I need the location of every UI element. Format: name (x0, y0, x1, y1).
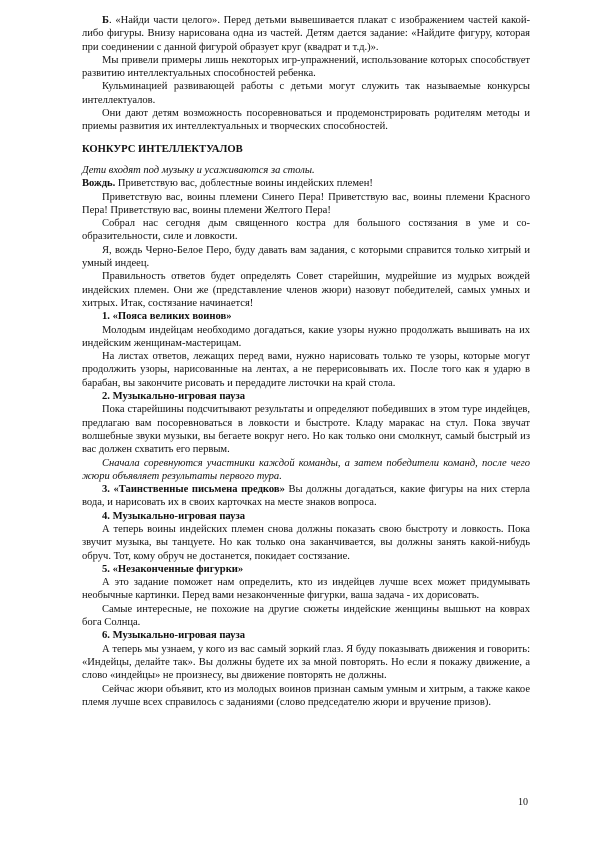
stage-direction: Дети входят под музыку и усаживаются за столы. (82, 164, 315, 176)
paragraph-examples: Мы привели примеры лишь некоторых игр-упражнений, использование которых способствует развитию интеллектуальных способностей ребенка. (82, 54, 530, 80)
task-3-text: Вы должны догадаться, какие фигуры на них стерла вода, и нарисовать их в своих карточках на месте знаков вопроса. (82, 484, 530, 509)
paragraph-culmination: Кульминацией развивающей работы с детьми могут служить так называемые конкурсы интеллектуалов. (82, 81, 530, 106)
speaker-label: Вождь. (82, 178, 116, 190)
page-number: 10 (518, 797, 528, 808)
item-text: . «Найди части целого». Перед детьми вывешивается плакат с изображением частей какой-либо фигуры. Внизу нарисована одна из частей. Детям дается задание: «Найдите фигуру, которая при соединении с данной фигурой образует круг (квадрат и т.д.)». (82, 15, 530, 53)
task-6-text: А теперь мы узнаем, у кого из вас самый зоркий глаз. Я буду показывать движения и говорить: «Индейцы, делайте так». Вы должны будете их за мной повторять. Но если я покажу движение, а слово «индейцы» не произнесу, вы движение повторять не должны. (82, 643, 530, 682)
closing-paragraph: Сейчас жюри объявит, кто из молодых воинов признан самым умным и хитрым, а также какое племя лучше всех справилось с заданиями (слово председателю жюри и вручение призов). (82, 683, 530, 708)
task-2-title: 2. Музыкально-игровая пауза (102, 391, 246, 403)
paragraph-greet-tribes: Приветствую вас, воины племени Синего Пера! Приветствую вас, воины племени Красного Пера! Приветствую вас, воины племени Желтого Пера! (82, 191, 530, 216)
task-1-instructions: На листах ответов, лежащих перед вами, нужно нарисовать только те узоры, которые могут продолжить узоры, нарисованные на лентах, а не перерисовывать их. После того как я ударю в барабан, вы закончите рисовать и передадите листочки на край стола. (82, 351, 530, 389)
task-5-note: Самые интересные, не похожие на другие сюжеты индейские женщины вышьют на коврах бога Солнца. (82, 603, 530, 629)
paragraph-council: Правильность ответов будет определять Совет старейшин, мудрейшие из мудрых вождей индейских племен. Они же (представление членов жюри) назовут победителей, самых умных и хитрых. Итак, состязание начинается! (82, 271, 530, 309)
task-3-title: 3. «Таинственные письмена предков» (102, 484, 285, 496)
paragraph-find-parts (82, 14, 530, 54)
speaker-text: Приветствую вас, доблестные воины индейских племен! (115, 178, 373, 190)
task-1-text: Молодым индейцам необходимо догадаться, какие узоры нужно продолжать вышивать на их индейским женщинам-мастерицам. (82, 324, 530, 349)
paragraph-opportunity: Они дают детям возможность посоревноваться и продемонстрировать родителям методы и приемы развития их интеллектуальных и творческих способностей. (82, 108, 530, 133)
task-3 (82, 483, 530, 510)
document-page (82, 14, 530, 709)
task-4-text: А теперь воины индейских племен снова должны показать свою быстроту и ловкость. Пока звучит музыка, вы танцуете. Но как только она заканчивается, вы должны занять какой-нибудь обруч. Тот, кому обруч не достанется, покидает состязание. (82, 523, 530, 562)
task-2-text: Пока старейшины подсчитывают результаты и определяют победивших в этом туре индейцев, предлагаю вам посоревноваться в ловкости и быстроте. Кладу маракас на стул. Пока звучат волшебные звуки музыки, вы бегаете вокруг него. Но как только они смолкнут, самый быстрый из вас должен схватить его первым. (82, 404, 530, 456)
section-title: КОНКУРС ИНТЕЛЛЕКТУАЛОВ (82, 143, 243, 155)
task-6-title: 6. Музыкально-игровая пауза (102, 630, 246, 642)
task-2-note: Сначала соревнуются участники каждой команды, а затем победители команд, после чего жюри объявляет результаты первого тура. (82, 457, 530, 482)
item-label: Б (102, 15, 109, 26)
task-5-text: А это задание поможет нам определить, кто из индейцев лучше всех может придумывать необычные картинки. Перед вами незаконченные фигурки, ваша задача - их дорисовать. (82, 577, 530, 602)
paragraph-sacred-fire: Собрал нас сегодня дым священного костра для большого состязания в уме и со-образительности, силе и ловкости. (82, 218, 530, 243)
task-1-title: 1. «Пояса великих воинов» (102, 311, 232, 323)
task-5-title: 5. «Незаконченные фигурки» (102, 563, 244, 575)
task-4-title: 4. Музыкально-игровая пауза (102, 510, 246, 522)
leader-greeting (82, 177, 530, 190)
paragraph-chief: Я, вождь Черно-Белое Перо, буду давать вам задания, с которыми справится только хитрый и умный индеец. (82, 244, 530, 270)
